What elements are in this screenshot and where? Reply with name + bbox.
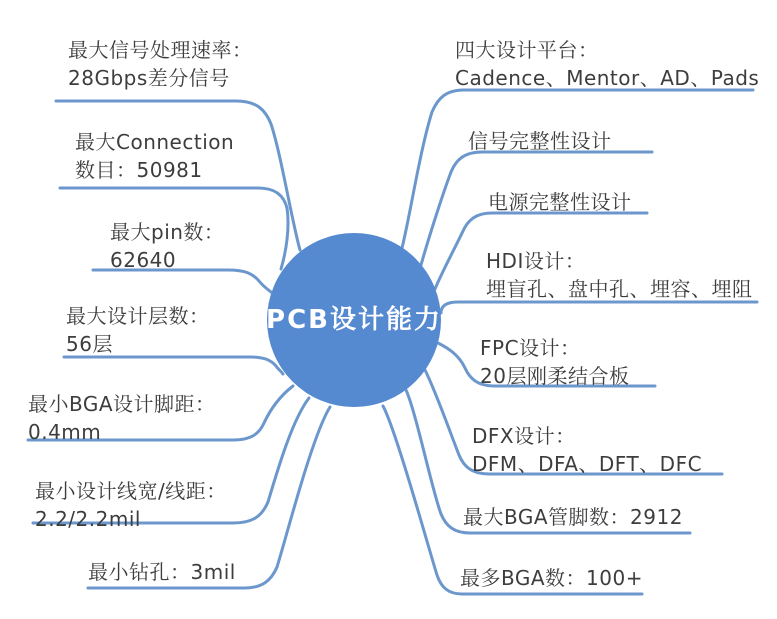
branch-label [35,477,227,533]
branch-label [460,564,643,592]
branch-label-line: 四大设计平台： [455,38,599,62]
branch-label [488,188,632,216]
branch-label [28,390,216,446]
branch-label [75,128,234,184]
branch-label-line: 最大Connection [75,130,235,154]
branch-label [486,247,753,303]
branch-label-line: 最大BGA管脚数：2912 [463,505,683,529]
branch-label-line: 最大pin数： [110,220,225,244]
branch-label-line: Cadence、Mentor、AD、Pads [455,66,760,90]
branch-label [472,422,702,478]
branch-label-line: 56层 [66,332,113,356]
branch-label [88,558,236,586]
branch-label-line: 2.2/2.2mil [35,507,141,531]
branch-label [110,218,224,274]
branch-label-line: HDI设计： [486,249,586,273]
branch-label-line: 0.4mm [28,420,102,444]
branch-label-line: 最小BGA设计脚距： [28,392,216,416]
branch-label-line: 最多BGA数：100+ [460,566,643,590]
center-node-label: PCB设计能力 [266,305,442,335]
branch-label-line: 最小设计线宽/线距： [35,479,227,503]
branch-label-line: 最大信号处理速率： [68,38,253,62]
branch-label [455,36,759,92]
branch-label [480,334,629,390]
branch-label-line: 20层刚柔结合板 [480,364,630,388]
branch-label [68,36,253,92]
branch-line [402,90,753,248]
branch-label-line: 埋盲孔、盘中孔、埋容、埋阻 [486,277,753,301]
branch-label-line: 最小钻孔：3mil [88,560,236,584]
branch-label-line: 数目：50981 [75,158,203,182]
branch-label [463,503,683,531]
branch-label [66,302,210,358]
branch-label-line: FPC设计： [480,336,581,360]
branch-label-line: DFX设计： [472,424,576,448]
branch-label-line: 电源完整性设计 [488,190,632,214]
branch-label-line: 62640 [110,248,177,272]
branch-line [64,357,283,374]
branch-label-line: 信号完整性设计 [468,129,612,153]
branch-label [468,127,612,155]
branch-label-line: 最大设计层数： [66,304,210,328]
branch-label-line: DFM、DFA、DFT、DFC [472,452,703,476]
branch-label-line: 28Gbps差分信号 [68,66,230,90]
